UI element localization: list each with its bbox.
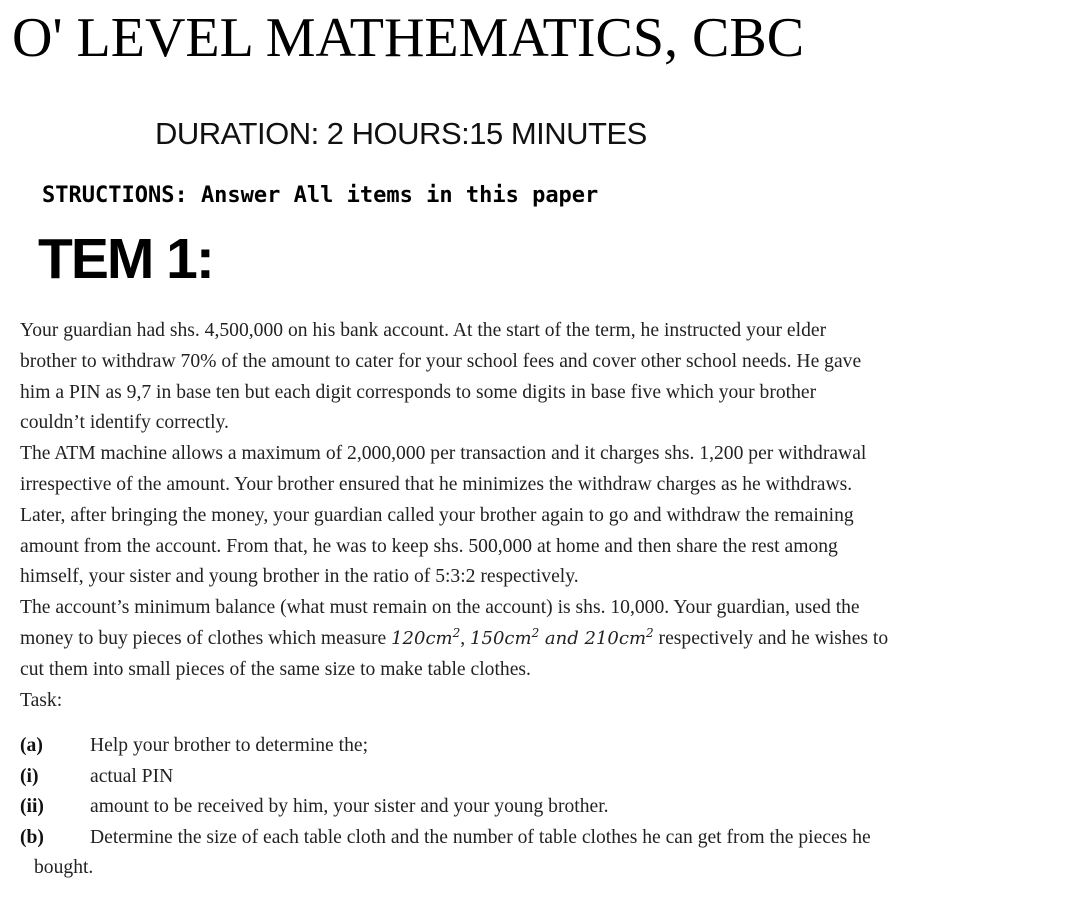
exam-duration: DURATION: 2 HOURS:15 MINUTES xyxy=(155,116,647,151)
cloth-size-2: $150cm^2$ xyxy=(470,625,540,649)
task-list xyxy=(20,731,1060,884)
text-line: cut them into small pieces of the same size to make table clothes. xyxy=(20,658,531,680)
scenario-text xyxy=(20,316,1060,716)
cloth-size-1: $120cm^2$ xyxy=(391,625,461,649)
text-line: couldn’t identify correctly. xyxy=(20,412,229,434)
task-item-label: (i) xyxy=(20,765,39,787)
task-item-b xyxy=(20,823,1060,854)
task-item-b-continuation: bought. xyxy=(34,857,94,878)
task-item-a-i xyxy=(20,762,1060,793)
text-line: irrespective of the amount. Your brother ensured that he minimizes the withdraw charges as he withdraws. xyxy=(20,473,853,495)
and-word: and xyxy=(539,627,585,649)
item-heading: TEM 1: xyxy=(38,227,213,291)
scenario-paragraph-2 xyxy=(20,439,1060,593)
task-item-text: amount to be received by him, your sister and your young brother. xyxy=(90,796,609,817)
text-line: amount from the account. From that, he was to keep shs. 500,000 at home and then share the rest among xyxy=(20,535,838,557)
task-item-label: (a) xyxy=(20,735,43,756)
task-item-label: (ii) xyxy=(20,796,44,817)
text-line: Later, after bringing the money, your guardian called your brother again to go and withdraw the remaining xyxy=(20,504,854,526)
task-item-a-ii xyxy=(20,792,1060,823)
text-line: respectively and he wishes to xyxy=(653,627,889,649)
text-line: Your guardian had shs. 4,500,000 on his bank account. At the start of the term, he instructed your elder xyxy=(20,320,827,341)
paper-title: O' LEVEL MATHEMATICS, CBC xyxy=(12,7,805,69)
task-item-text: Determine the size of each table cloth and the number of table clothes he can get from the pieces he xyxy=(90,826,871,848)
cloth-size-3: $210cm^2$ xyxy=(584,625,654,649)
text-line: brother to withdraw 70% of the amount to cater for your school fees and cover other school needs. He gave xyxy=(20,350,862,372)
task-label: Task: xyxy=(20,689,63,711)
text-line: himself, your sister and young brother in the ratio of 5:3:2 respectively. xyxy=(20,566,579,588)
task-item-text: actual PIN xyxy=(90,765,174,787)
text-line: The account’s minimum balance (what must remain on the account) is shs. 10,000. Your guardian, used the xyxy=(20,597,860,619)
task-item-text: Help your brother to determine the; xyxy=(90,735,369,756)
task-item-label: (b) xyxy=(20,826,44,848)
task-item-a xyxy=(20,731,1060,762)
text-line: money to buy pieces of clothes which measure xyxy=(20,627,392,649)
text-line: him a PIN as 9,7 in base ten but each digit corresponds to some digits in base five which your brother xyxy=(20,381,817,403)
text-line: The ATM machine allows a maximum of 2,000,000 per transaction and it charges shs. 1,200 per withdrawal xyxy=(20,443,867,465)
exam-instructions: STRUCTIONS: Answer All items in this paper xyxy=(42,183,599,208)
scenario-paragraph-1 xyxy=(20,316,1060,439)
scenario-paragraph-3: The account’s minimum balance (what must remain on the account) is shs. 10,000. Your guardian, used the money to buy pieces of clothes which measure $120cm^2$, $150cm^2$ and $210cm^2$ respectively and he wishes to cut them into small pieces of the same size to make table clothes. xyxy=(20,597,889,680)
